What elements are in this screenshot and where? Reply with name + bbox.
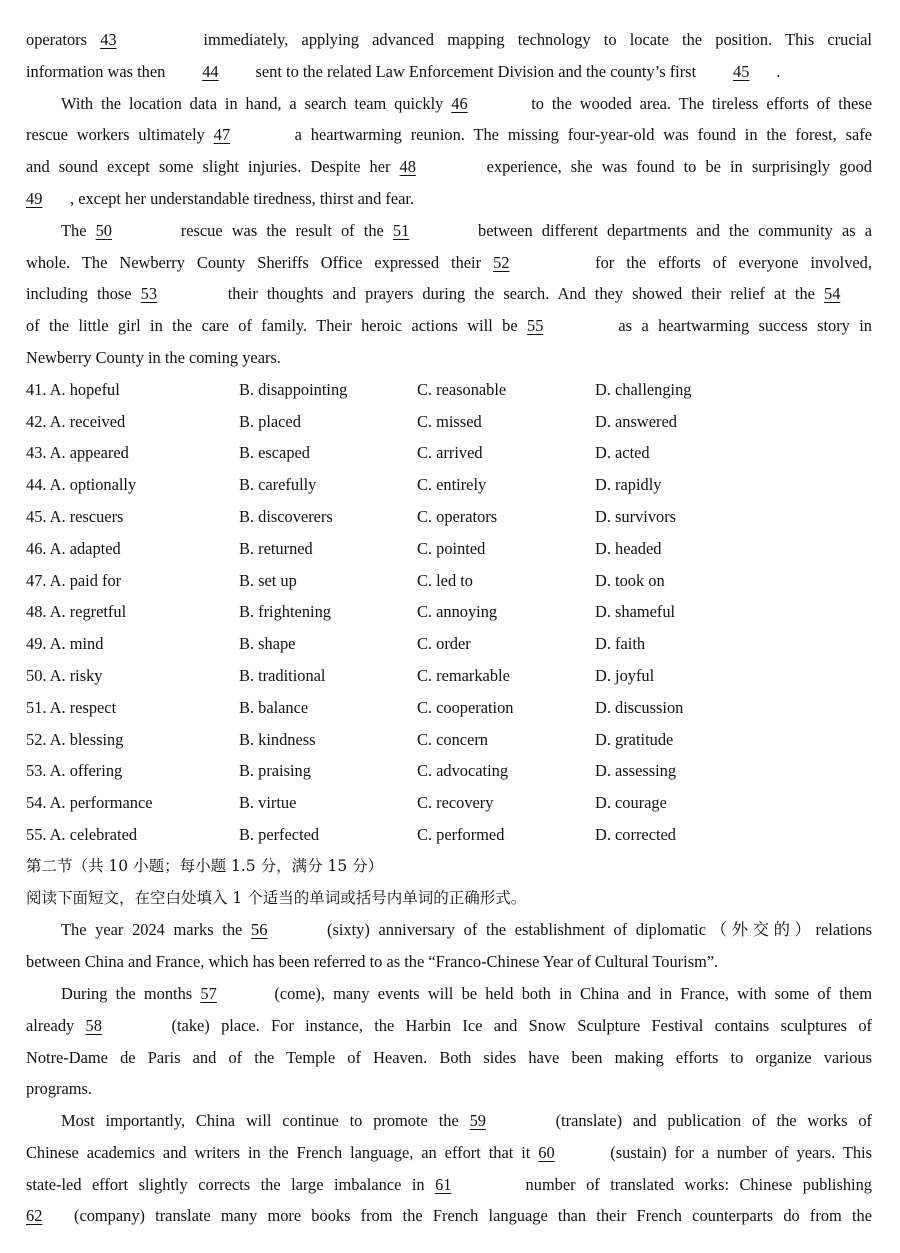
blank-57[interactable]: 57: [200, 983, 217, 1003]
option-c[interactable]: C. performed: [417, 824, 505, 844]
blank-51[interactable]: 51: [392, 220, 410, 240]
passage-line: [26, 978, 872, 1010]
option-c[interactable]: C. reasonable: [417, 379, 507, 399]
text-segment: sent to the related Law Enforcement Division and the county’s first: [255, 61, 697, 81]
text-segment: programs.: [26, 1079, 93, 1099]
option-b[interactable]: B. traditional: [239, 665, 326, 685]
option-d[interactable]: D. challenging: [595, 379, 692, 399]
blank-44[interactable]: 44: [202, 61, 219, 81]
option-row: [26, 596, 872, 628]
option-d[interactable]: D. courage: [595, 793, 667, 813]
option-b[interactable]: B. carefully: [239, 475, 317, 495]
option-a[interactable]: 44. A. optionally: [26, 475, 137, 495]
option-d[interactable]: D. corrected: [595, 824, 676, 844]
text-segment: .: [776, 61, 781, 81]
passage-line: [26, 183, 872, 215]
option-a[interactable]: 42. A. received: [26, 411, 126, 431]
text-segment: and sound except some slight injuries. Despite her: [26, 157, 391, 177]
options-list: [26, 374, 872, 851]
option-a[interactable]: 55. A. celebrated: [26, 824, 138, 844]
option-b[interactable]: B. kindness: [239, 729, 316, 749]
option-a[interactable]: 43. A. appeared: [26, 443, 129, 463]
text-segment: as a heartwarming success story in: [618, 316, 872, 336]
blank-59[interactable]: 59: [469, 1111, 486, 1131]
option-c[interactable]: C. cooperation: [417, 697, 514, 717]
option-c[interactable]: C. led to: [417, 570, 473, 590]
option-row: [26, 787, 872, 819]
text-segment: Newberry County in the coming years.: [26, 347, 281, 367]
passage-line: [26, 278, 872, 310]
option-c[interactable]: C. missed: [417, 411, 482, 431]
option-b[interactable]: B. virtue: [239, 793, 297, 813]
passage-line: [26, 1105, 872, 1137]
text-segment: The: [61, 220, 87, 240]
grammar-passage: [26, 914, 872, 1232]
text-segment: already: [26, 1015, 75, 1035]
passage-line: [26, 88, 872, 120]
passage-line: [26, 914, 872, 946]
option-b[interactable]: B. balance: [239, 697, 309, 717]
option-b[interactable]: B. placed: [239, 411, 301, 431]
text-segment: between different departments and the community as a: [478, 220, 872, 240]
option-c[interactable]: C. operators: [417, 506, 498, 526]
text-segment: to the wooded area. The tireless efforts of these: [531, 93, 872, 113]
blank-53[interactable]: 53: [140, 284, 158, 304]
option-row: [26, 469, 872, 501]
text-segment: state-led effort slightly corrects the large imbalance in: [26, 1174, 425, 1194]
blank-61[interactable]: 61: [435, 1174, 452, 1194]
option-a[interactable]: 52. A. blessing: [26, 729, 124, 749]
option-d[interactable]: D. discussion: [595, 697, 684, 717]
text-segment: Most importantly, China will continue to promote the: [61, 1111, 459, 1131]
option-a[interactable]: 46. A. adapted: [26, 538, 121, 558]
option-b[interactable]: B. escaped: [239, 443, 310, 463]
passage-line: [26, 24, 872, 56]
text-segment: a heartwarming reunion. The missing four-year-old was found in the forest, safe: [294, 125, 872, 145]
text-segment: During the months: [61, 983, 193, 1003]
blank-58[interactable]: 58: [85, 1015, 102, 1035]
option-d[interactable]: D. rapidly: [595, 475, 662, 495]
option-d[interactable]: D. assessing: [595, 761, 677, 781]
text-segment: (sustain) for a number of years. This: [610, 1142, 872, 1162]
text-segment: for the efforts of everyone involved,: [595, 252, 872, 272]
text-segment: of the little girl in the care of family. Their heroic actions will be: [26, 316, 518, 336]
option-b[interactable]: B. returned: [239, 538, 313, 558]
passage-line: [26, 56, 872, 88]
option-row: [26, 406, 872, 438]
passage-line: [26, 1010, 872, 1042]
blank-54[interactable]: 54: [824, 284, 841, 304]
option-row: [26, 724, 872, 756]
option-row: [26, 437, 872, 469]
passage-line: [26, 119, 872, 151]
text-segment: rescue workers ultimately: [26, 125, 205, 145]
passage-line: [26, 1169, 872, 1201]
text-segment: (come), many events will be held both in China and in France, with some of them: [274, 983, 873, 1003]
passage-line: [26, 1200, 872, 1232]
option-c[interactable]: C. annoying: [417, 602, 498, 622]
cloze-passage: [26, 24, 872, 374]
option-b[interactable]: B. disappointing: [239, 379, 348, 399]
passage-line: [26, 215, 872, 247]
blank-56[interactable]: 56: [251, 920, 268, 940]
option-row: [26, 628, 872, 660]
option-d[interactable]: D. answered: [595, 411, 677, 431]
passage-line: [26, 1073, 872, 1105]
text-segment: rescue was the result of the: [180, 220, 384, 240]
option-a[interactable]: 41. A. hopeful: [26, 379, 120, 399]
option-row: [26, 565, 872, 597]
passage-line: [26, 310, 872, 342]
passage-line: [26, 247, 872, 279]
text-segment: between China and France, which has been referred to as the “Franco-Chinese Year of Cultural Tourism”.: [26, 952, 719, 972]
text-segment: immediately, applying advanced mapping technology to locate the position. This crucial: [203, 30, 872, 49]
option-a[interactable]: 49. A. mind: [26, 634, 104, 654]
exam-page: [26, 24, 872, 1232]
option-a[interactable]: 48. A. regretful: [26, 602, 127, 622]
section-heading: 第二节（共 10 小题；每小题 1.5 分，满分 15 分）: [26, 856, 384, 875]
option-d[interactable]: D. shameful: [595, 602, 676, 622]
blank-60[interactable]: 60: [538, 1142, 555, 1162]
text-segment: Notre-Dame de Paris and of the Temple of Heaven. Both sides have been making efforts to organize various: [26, 1047, 872, 1067]
option-d[interactable]: D. gratitude: [595, 729, 674, 749]
text-segment: (translate) and publication of the works of: [555, 1111, 872, 1131]
option-d[interactable]: D. took on: [595, 570, 665, 590]
option-b[interactable]: B. set up: [239, 570, 297, 590]
option-row: [26, 819, 872, 851]
passage-line: [26, 1137, 872, 1169]
text-segment: (company) translate many more books from the French language than their French counterparts do from the: [74, 1206, 872, 1226]
option-c[interactable]: C. pointed: [417, 538, 486, 558]
option-b[interactable]: B. perfected: [239, 824, 320, 844]
option-c[interactable]: C. concern: [417, 729, 488, 749]
blank-46[interactable]: 46: [451, 93, 468, 113]
text-segment: whole. The Newberry County Sheriffs Office expressed their: [26, 252, 482, 272]
blank-62[interactable]: 62: [26, 1206, 43, 1226]
passage-line: [26, 1042, 872, 1074]
option-b[interactable]: B. shape: [239, 634, 296, 654]
blank-45[interactable]: 45: [733, 61, 750, 81]
blank-48[interactable]: 48: [399, 157, 416, 177]
text-segment: operators: [26, 30, 87, 49]
option-c[interactable]: C. remarkable: [417, 665, 510, 685]
option-row: [26, 755, 872, 787]
option-c[interactable]: C. order: [417, 634, 471, 654]
text-segment: , except her understandable tiredness, thirst and fear.: [70, 188, 415, 208]
text-segment: their thoughts and prayers during the search. And they showed their relief at the: [227, 284, 815, 304]
option-a[interactable]: 45. A. rescuers: [26, 506, 124, 526]
option-b[interactable]: B. discoverers: [239, 506, 333, 526]
blank-52[interactable]: 52: [493, 252, 510, 272]
text-segment: The year 2024 marks the: [61, 920, 243, 940]
option-c[interactable]: C. recovery: [417, 793, 494, 813]
blank-47[interactable]: 47: [213, 125, 231, 145]
option-a[interactable]: 50. A. risky: [26, 665, 103, 685]
option-c[interactable]: C. entirely: [417, 475, 487, 495]
text-segment: including those: [26, 284, 132, 304]
passage-line: [26, 946, 872, 978]
text-segment: With the location data in hand, a search team quickly: [61, 93, 444, 113]
option-d[interactable]: D. headed: [595, 538, 662, 558]
option-row: [26, 692, 872, 724]
text-segment: information was then: [26, 61, 166, 81]
option-d[interactable]: D. acted: [595, 443, 650, 463]
option-a[interactable]: 53. A. offering: [26, 761, 123, 781]
option-a[interactable]: 54. A. performance: [26, 793, 153, 813]
blank-43[interactable]: 43: [100, 30, 117, 49]
option-d[interactable]: D. survivors: [595, 506, 677, 526]
option-b[interactable]: B. praising: [239, 761, 311, 781]
option-row: [26, 533, 872, 565]
passage-line: [26, 151, 872, 183]
passage-line: [26, 342, 872, 374]
blank-55[interactable]: 55: [527, 316, 544, 336]
text-segment: number of translated works: Chinese publishing: [525, 1174, 872, 1194]
blank-49[interactable]: 49: [26, 188, 43, 208]
option-row: [26, 501, 872, 533]
option-d[interactable]: D. joyful: [595, 665, 655, 685]
option-c[interactable]: C. arrived: [417, 443, 483, 463]
option-row: [26, 660, 872, 692]
section-instruction: 阅读下面短文，在空白处填入 1 个适当的单词或括号内单词的正确形式。: [26, 888, 527, 907]
option-d[interactable]: D. faith: [595, 634, 646, 654]
option-a[interactable]: 47. A. paid for: [26, 570, 122, 590]
option-b[interactable]: B. frightening: [239, 602, 331, 622]
text-segment: Chinese academics and writers in the French language, an effort that it: [26, 1142, 531, 1162]
text-segment: experience, she was found to be in surprisingly good: [486, 157, 872, 177]
text-segment: (take) place. For instance, the Harbin Ice and Snow Sculpture Festival contains sculptures of: [171, 1015, 872, 1035]
option-row: [26, 374, 872, 406]
text-segment: (sixty) anniversary of the establishment of diplomatic（外交的）relations: [327, 920, 872, 940]
option-a[interactable]: 51. A. respect: [26, 697, 117, 717]
blank-50[interactable]: 50: [95, 220, 112, 240]
option-c[interactable]: C. advocating: [417, 761, 509, 781]
